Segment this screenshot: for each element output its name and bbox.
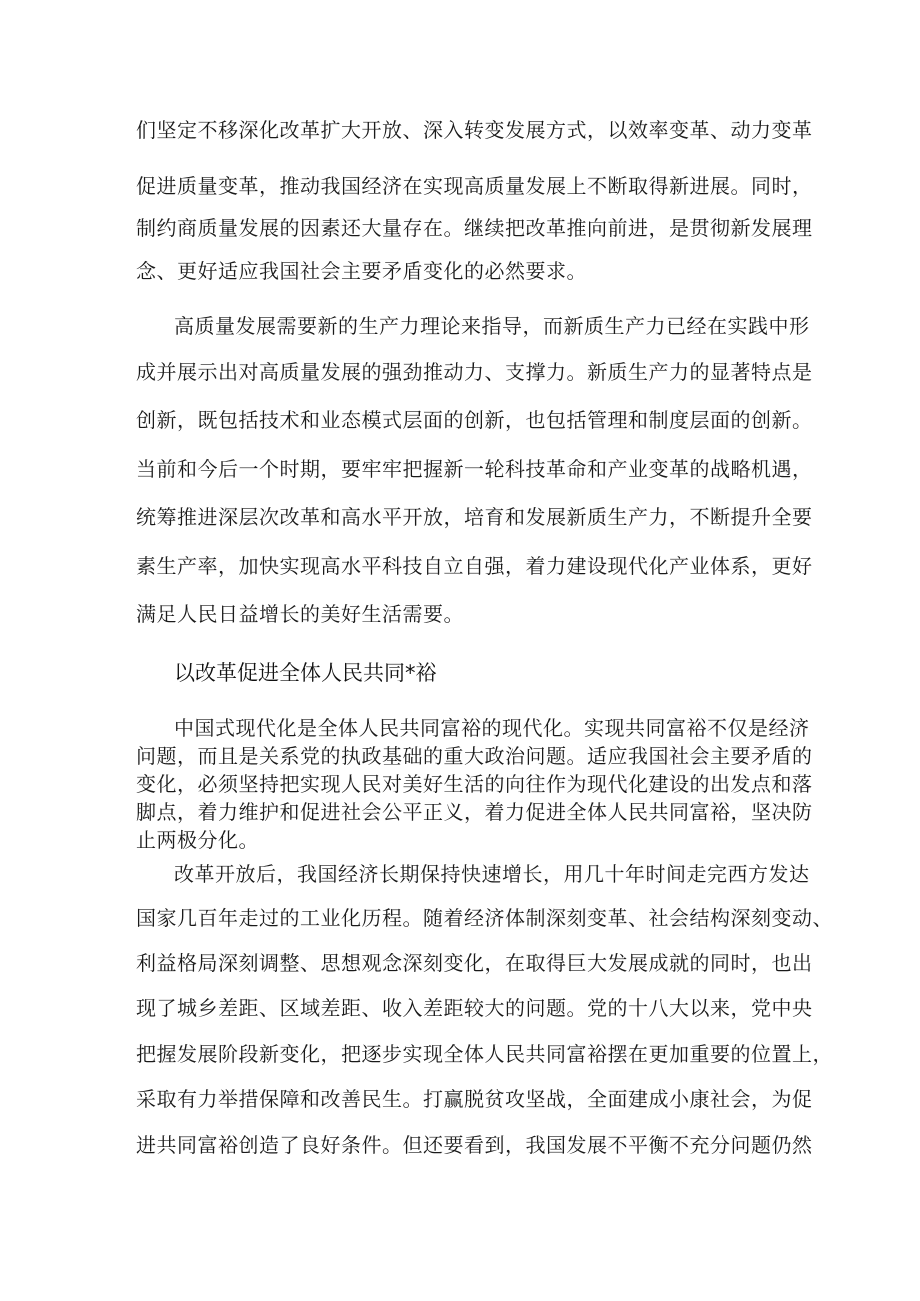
text-line: 改革开放后，我国经济长期保持快速增长，用几十年时间走完西方发达 (174, 862, 810, 886)
text-line: 把握发展阶段新变化，把逐步实现全体人民共同富裕摆在更加重要的位置上， (136, 1042, 833, 1066)
text-line: 脚点，着力维护和促进社会公平正义，着力促进全体人民共同富裕，坚决防 (136, 800, 813, 824)
text-line: 利益格局深刻调整、思想观念深刻变化，在取得巨大发展成就的同时，也出 (136, 951, 813, 975)
text-line: 素生产率，加快实现高水平科技自立自强，着力建设现代化产业体系，更好 (136, 554, 813, 578)
text-line: 制约商质量发展的因素还大量存在。继续把改革推向前进，是贯彻新发展理 (136, 216, 813, 240)
text-line: 满足人民日益增长的美好生活需要。 (136, 602, 464, 626)
text-line: 止两极分化。 (136, 828, 259, 852)
text-line: 问题，而且是关系党的执政基础的重大政治问题。适应我国社会主要矛盾的 (136, 744, 813, 768)
section-heading: 以改革促进全体人民共同*裕 (174, 661, 437, 685)
text-line: 统筹推进深层次改革和高水平开放，培育和发展新质生产力，不断提升全要 (136, 505, 813, 529)
text-line: 变化，必须坚持把实现人民对美好生活的向往作为现代化建设的出发点和落 (136, 772, 813, 796)
text-line: 国家几百年走过的工业化历程。随着经济体制深刻变革、社会结构深刻变动、 (136, 906, 833, 930)
text-line: 成并展示出对高质量发展的强劲推动力、支撑力。新质生产力的显著特点是 (136, 360, 813, 384)
text-line: 念、更好适应我国社会主要矛盾变化的必然要求。 (136, 259, 587, 283)
text-line: 进共同富裕创造了良好条件。但还要看到，我国发展不平衡不充分问题仍然 (136, 1133, 813, 1157)
text-line: 创新，既包括技术和业态模式层面的创新，也包括管理和制度层面的创新。 (136, 408, 813, 432)
text-line: 促进质量变革，推动我国经济在实现高质量发展上不断取得新进展。同时， (136, 174, 813, 198)
text-line: 采取有力举措保障和改善民生。打赢脱贫攻坚战，全面建成小康社会，为促 (136, 1087, 813, 1111)
text-line: 当前和今后一个时期，要牢牢把握新一轮科技革命和产业变革的战略机遇， (136, 457, 813, 481)
text-line: 现了城乡差距、区域差距、收入差距较大的问题。党的十八大以来，党中央 (136, 996, 813, 1020)
text-line: 中国式现代化是全体人民共同富裕的现代化。实现共同富裕不仅是经济 (174, 716, 810, 740)
text-line: 高质量发展需要新的生产力理论来指导，而新质生产力已经在实践中形 (174, 314, 810, 338)
text-line: 们坚定不移深化改革扩大开放、深入转变发展方式，以效率变革、动力变革 (136, 118, 813, 142)
